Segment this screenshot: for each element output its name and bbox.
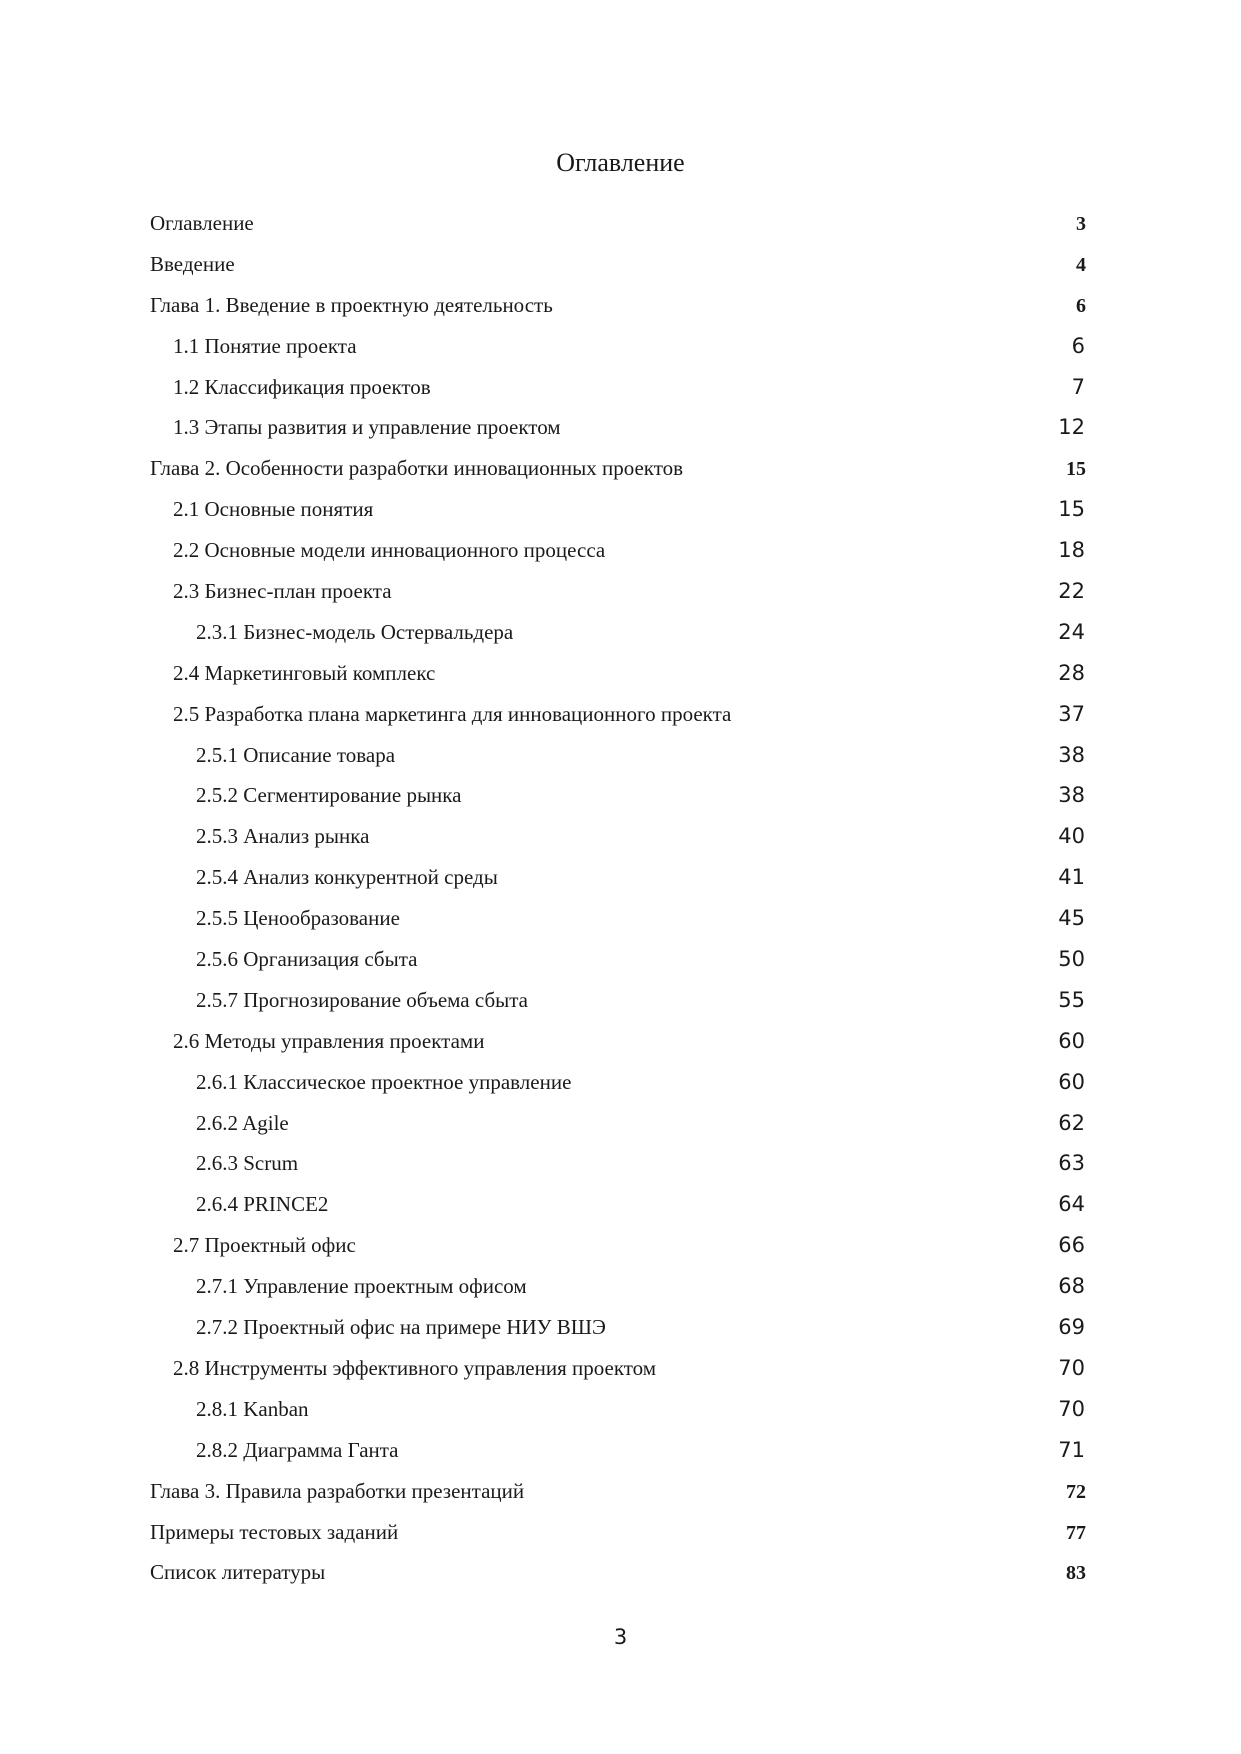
toc-entry[interactable] [150,374,1086,418]
toc-entry-page-number: 7 [1071,374,1085,399]
toc-entry[interactable] [150,826,1086,867]
toc-entry-page-number: 45 [1058,906,1085,931]
toc-entry-title: 2.5.2 Сегментирование рынка [196,783,462,808]
toc-entry-page-number: 69 [1058,1315,1085,1340]
toc-entry-title: 2.5.5 Ценообразование [196,906,400,931]
toc-entry-title: 2.8.1 Kanban [196,1396,309,1421]
toc-entry-title: 2.7.2 Проектный офис на примере НИУ ВШЭ [196,1315,606,1340]
toc-entry[interactable] [150,1028,1086,1072]
toc-entry-page-number: 77 [1066,1521,1086,1544]
toc-entry-page-number: 71 [1058,1437,1085,1462]
toc-entry[interactable] [150,1317,1086,1358]
toc-entry-title: Список литературы [150,1560,326,1585]
toc-entry-page-number: 60 [1058,1028,1085,1053]
page-number: 3 [613,1625,628,1649]
toc-entry-page-number: 66 [1058,1233,1085,1258]
toc-entry-title: 2.5.1 Описание товара [196,742,396,767]
toc-entry[interactable] [150,742,1086,786]
toc-entry[interactable] [150,987,1086,1031]
toc-entry-page-number: 24 [1058,619,1085,644]
toc-entry-page-number: 38 [1058,742,1085,767]
toc-entry-title: 2.5.4 Анализ конкурентной среды [196,865,498,890]
toc-entry-title: 2.3 Бизнес-план проекта [173,579,392,604]
toc-entry-page-number: 15 [1058,497,1085,522]
toc-entry[interactable] [150,1437,1086,1481]
toc-entry-title: Глава 2. Особенности разработки инновационных проектов [150,456,684,481]
toc-entry[interactable] [150,1396,1086,1440]
toc-entry-title: Введение [150,251,235,276]
toc-entry-page-number: 68 [1058,1274,1085,1299]
toc-entry-title: 2.6.4 PRINCE2 [196,1192,329,1217]
toc-entry-page-number: 50 [1058,947,1085,972]
toc-entry-page-number: 60 [1058,1069,1085,1094]
toc-entry-title: 1.2 Классификация проектов [173,374,431,399]
toc-entry[interactable] [150,619,1086,663]
toc-entry-page-number: 55 [1058,987,1085,1012]
toc-entry-title: 2.7.1 Управление проектным офисом [196,1274,527,1299]
toc-entry-page-number: 62 [1058,1110,1085,1135]
toc-entry[interactable] [150,660,1086,704]
toc-entry-page-number: 70 [1058,1355,1085,1380]
toc-entry[interactable] [150,333,1086,377]
toc-entry-page-number: 63 [1058,1151,1085,1176]
toc-entry[interactable] [150,540,1086,581]
toc-entry[interactable] [150,292,1086,336]
toc-entry[interactable] [150,417,1086,458]
toc-entry[interactable] [150,785,1086,826]
toc-entry[interactable] [150,1519,1086,1563]
toc-entry-page-number: 64 [1058,1192,1085,1217]
toc-entry-title: 2.5.6 Организация сбыта [196,947,418,972]
toc-entry-title: 2.6.2 Agile [196,1110,289,1135]
toc-entry-page-number: 41 [1058,865,1085,890]
toc-entry[interactable] [150,499,1086,540]
toc-entry-title: 2.3.1 Бизнес-модель Остервальдера [196,619,514,644]
toc-entry-page-number: 37 [1058,701,1085,726]
toc-entry[interactable] [150,1069,1086,1113]
toc-entry[interactable] [150,581,1086,622]
toc-entry-title: 2.6.3 Scrum [196,1151,299,1176]
toc-entry-title: Оглавление [150,211,254,235]
toc-entry-page-number: 6 [1071,333,1085,358]
toc-entry[interactable] [150,867,1086,908]
toc-entry-title: 2.5 Разработка плана маркетинга для инновационного проекта [173,701,732,726]
toc-entry-title: 2.6 Методы управления проектами [173,1028,485,1053]
toc-entry[interactable] [150,701,1086,745]
toc-entry-title: 2.5.3 Анализ рынка [196,824,370,849]
toc-entry-page-number: 28 [1058,660,1085,685]
toc-entry-page-number: 83 [1066,1562,1086,1585]
toc-entry-title: 2.8.2 Диаграмма Ганта [196,1437,399,1462]
toc-entry-title: Примеры тестовых заданий [150,1519,399,1544]
toc-entry-title: 2.6.1 Классическое проектное управление [196,1069,572,1094]
toc-entry[interactable] [150,1153,1086,1194]
toc-entry-page-number: 38 [1058,783,1085,808]
toc-entry-title: 1.1 Понятие проекта [173,333,357,358]
toc-entry-page-number: 40 [1058,824,1085,849]
toc-entry-title: 2.5.7 Прогнозирование объема сбыта [196,987,528,1012]
toc-entry[interactable] [150,458,1086,499]
toc-entry-page-number: 4 [1076,253,1086,276]
toc-entry-title: 2.2 Основные модели инновационного процесса [173,538,606,563]
toc-entry-page-number: 6 [1076,294,1086,317]
toc-entry-page-number: 3 [1076,213,1086,235]
toc-entry[interactable] [150,1235,1086,1276]
toc-entry-title: 1.3 Этапы развития и управление проектом [173,415,561,440]
toc-entry[interactable] [150,1110,1086,1154]
toc-entry-page-number: 18 [1058,538,1085,563]
toc-entry-page-number: 70 [1058,1396,1085,1421]
toc-entry[interactable] [150,1562,1086,1603]
toc-entry[interactable] [150,1194,1086,1235]
toc-entry[interactable] [150,1355,1086,1399]
toc-entry-page-number: 22 [1058,579,1085,604]
toc-entry-page-number: 72 [1066,1480,1086,1503]
toc-entry-title: 2.8 Инструменты эффективного управления проектом [173,1355,657,1380]
toc-entry[interactable] [150,213,1086,254]
toc-entry[interactable] [150,949,1086,990]
toc-entry-title: Глава 3. Правила разработки презентаций [150,1478,525,1503]
toc-entry[interactable] [150,251,1086,295]
toc-entry-page-number: 12 [1058,415,1085,440]
toc-entry-title: 2.7 Проектный офис [173,1233,356,1258]
toc-entry-title: 2.1 Основные понятия [173,497,374,522]
table-of-contents [150,213,1086,1603]
toc-entry[interactable] [150,1276,1086,1317]
toc-entry-title: Глава 1. Введение в проектную деятельность [150,292,553,317]
toc-entry-title: 2.4 Маркетинговый комплекс [173,660,436,685]
toc-entry-page-number: 15 [1066,458,1086,481]
toc-entry[interactable] [150,1478,1086,1522]
page-title: Оглавление [556,148,685,177]
toc-entry[interactable] [150,908,1086,949]
